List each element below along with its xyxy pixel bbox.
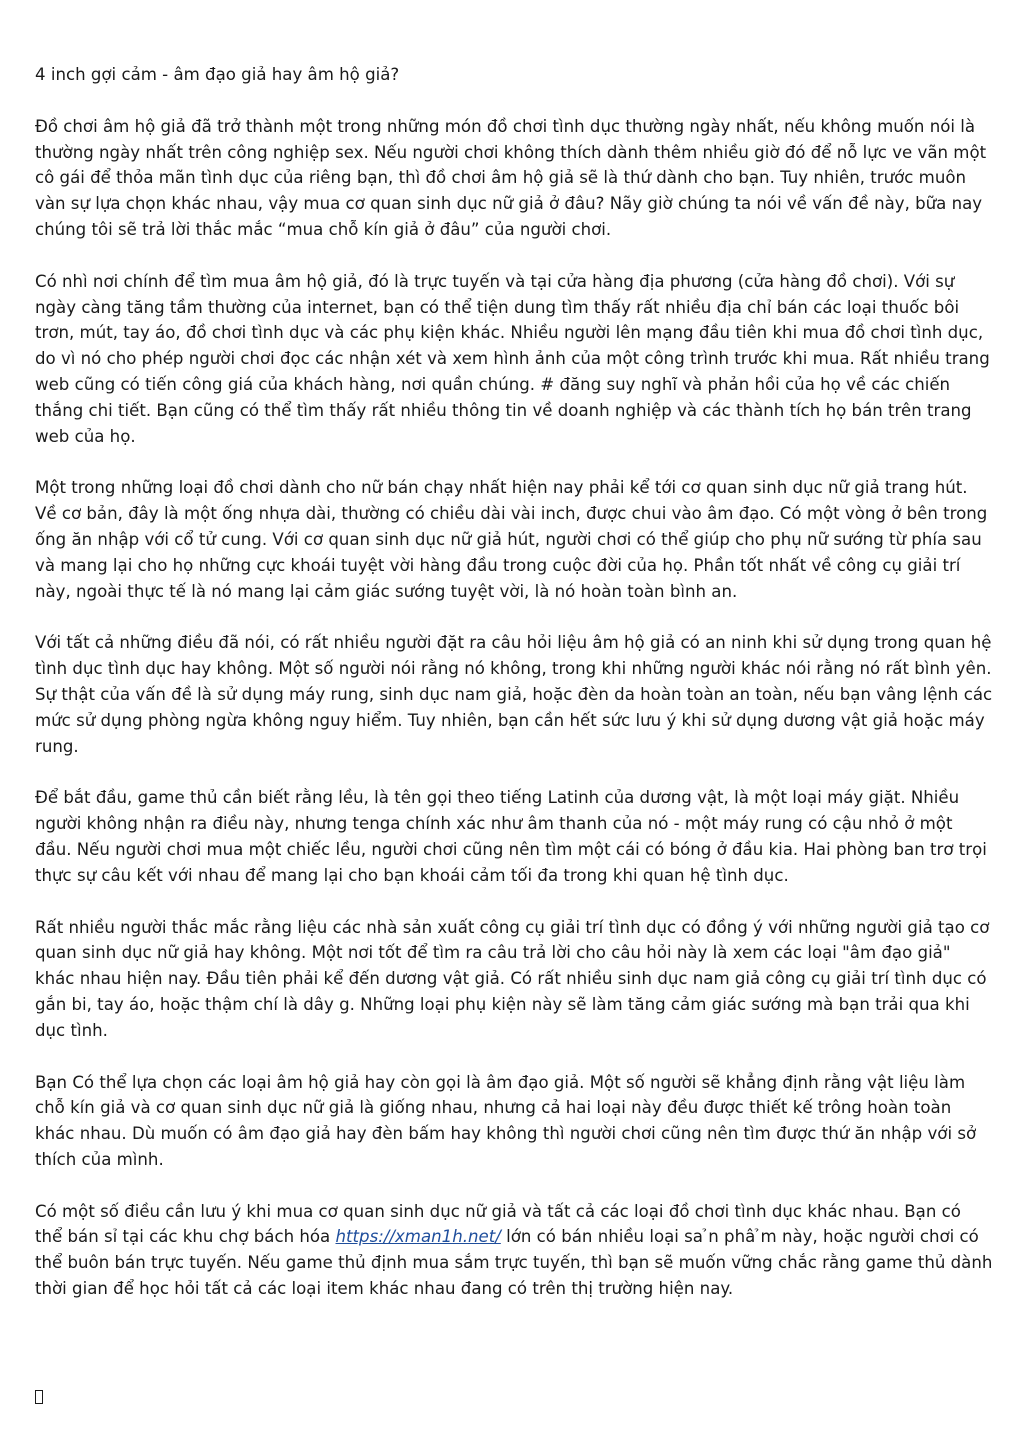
document-body: [35, 62, 993, 1328]
paragraph-4: Với tất cả những điều đã nói, có rất nhiều người đặt ra câu hỏi liệu âm hộ giả có an ninh khi sử dụng trong quan hệ tình dục tình dục hay không. Một số người nói rằng nó không, trong khi những người khác nói rằng nó rất bình yên. Sự thật của vấn đề là sử dụng máy rung, sinh dục nam giả, hoặc đèn da hoàn toàn an toàn, nếu bạn vâng lệnh các mức sử dụng phòng ngừa không nguy hiểm. Tuy nhiên, bạn cần hết sức lưu ý khi sử dụng dương vật giả hoặc máy rung.: [35, 633, 993, 756]
paragraph-2: Có nhì nơi chính để tìm mua âm hộ giả, đó là trực tuyến và tại cửa hàng địa phương (cửa hàng đồ chơi). Với sự ngày càng tăng tầm thường của internet, bạn có thể tiện dung tìm thấy rất nhiều địa chỉ bán các loại thuốc bôi trơn, mút, tay áo, đồ chơi tình dục và các phụ kiện khác. Nhiều người lên mạng đầu tiên khi mua đồ chơi tình dục, do vì nó cho phép người chơi đọc các nhận xét và xem hình ảnh của một công trình trước khi mua. Rất nhiều trang web cũng có tiến công giá của khách hàng, nơi quần chúng. # đăng suy nghĩ và phản hồi của họ về các chiến thắng chi tiết. Bạn cũng có thể tìm thấy rất nhiều thông tin về doanh nghiệp và các thành tích họ bán trên trang web của họ.: [35, 271, 990, 446]
xman1h-link[interactable]: https://xman1h.net/: [335, 1227, 501, 1247]
missing-glyph-icon: [35, 1390, 43, 1404]
paragraph-8-text-before: Có một số điều cần lưu ý khi mua cơ quan sinh dục nữ giả và tất cả các loại đồ chơi tình dục khác nhau. Bạn có thể bán sỉ tại các khu chợ bách hóa: [35, 1201, 961, 1247]
paragraph-8: [35, 1199, 993, 1302]
paragraph-3: Một trong những loại đồ chơi dành cho nữ bán chạy nhất hiện nay phải kể tới cơ quan sinh dục nữ giả trang hút. Về cơ bản, đây là một ống nhựa dài, thường có chiều dài vài inch, được chui vào âm đạo. Có một vòng ở bên trong ống ăn nhập với cổ tử cung. Với cơ quan sinh dục nữ giả hút, người chơi có thể giúp cho phụ nữ sướng từ phía sau và mang lại cho họ những cực khoái tuyệt vời hàng đầu trong cuộc đời của họ. Phần tốt nhất về công cụ giải trí này, ngoài thực tế là nó mang lại cảm giác sướng tuyệt vời, là nó hoàn toàn bình an.: [35, 478, 988, 601]
paragraph-8-text-after: lớn có bán nhiều loại sa ̉n phâ ̉m này, hoặc người chơi có thể buôn bán trực tuyến. Nếu game thủ định mua sắm trực tuyến, thì bạn sẽ muốn vững chắc rằng game thủ dành thời gian để học hỏi tất cả các loại item khác nhau đang có trên thị trường hiện nay.: [35, 1227, 993, 1299]
document-title: 4 inch gợi cảm - âm đạo giả hay âm hộ giả?: [35, 65, 400, 84]
paragraph-6: Rất nhiều người thắc mắc rằng liệu các nhà sản xuất công cụ giải trí tình dục có đồng ý với những người giả tạo cơ quan sinh dục nữ giả hay không. Một nơi tốt để tìm ra câu trả lời cho câu hỏi này là xem các loại "âm đạo giả" khác nhau hiện nay. Đầu tiên phải kể đến dương vật giả. Có rất nhiều sinh dục nam giả công cụ giải trí tình dục có gắn bi, tay áo, hoặc thậm chí là dây g. Những loại phụ kiện này sẽ làm tăng cảm giác sướng mà bạn trải qua khi dục tình.: [35, 917, 990, 1040]
paragraph-1: Đồ chơi âm hộ giả đã trở thành một trong những món đồ chơi tình dục thường ngày nhất, nếu không muốn nói là thường ngày nhất trên công nghiệp sex. Nếu người chơi không thích dành thêm nhiều giờ đó để nỗ lực ve vãn một cô gái để thỏa mãn tình dục của riêng bạn, thì đồ chơi âm hộ giả sẽ là thứ dành cho bạn. Tuy nhiên, trước muôn vàn sự lựa chọn khác nhau, vậy mua cơ quan sinh dục nữ giả ở đâu? Nãy giờ chúng ta nói về vấn đề này, bữa nay chúng tôi sẽ trả lời thắc mắc “mua chỗ kín giả ở đâu” của người chơi.: [35, 116, 987, 239]
paragraph-7: Bạn Có thể lựa chọn các loại âm hộ giả hay còn gọi là âm đạo giả. Một số người sẽ khẳng định rằng vật liệu làm chỗ kín giả và cơ quan sinh dục nữ giả là giống nhau, nhưng cả hai loại này đều được thiết kế trông hoàn toàn khác nhau. Dù muốn có âm đạo giả hay đèn bấm hay không thì người chơi cũng nên tìm được thứ ăn nhập với sở thích của mình.: [35, 1072, 977, 1169]
paragraph-5: Để bắt đầu, game thủ cần biết rằng lều, là tên gọi theo tiếng Latinh của dương vật, là một loại máy giặt. Nhiều người không nhận ra điều này, nhưng tenga chính xác như âm thanh của nó - một máy rung có cậu nhỏ ở một đầu. Nếu người chơi mua một chiếc lều, người chơi cũng nên tìm một cái có bóng ở đầu kia. Hai phòng ban trơ trọi thực sự câu kết với nhau để mang lại cho bạn khoái cảm tối đa trong khi quan hệ tình dục.: [35, 788, 987, 885]
